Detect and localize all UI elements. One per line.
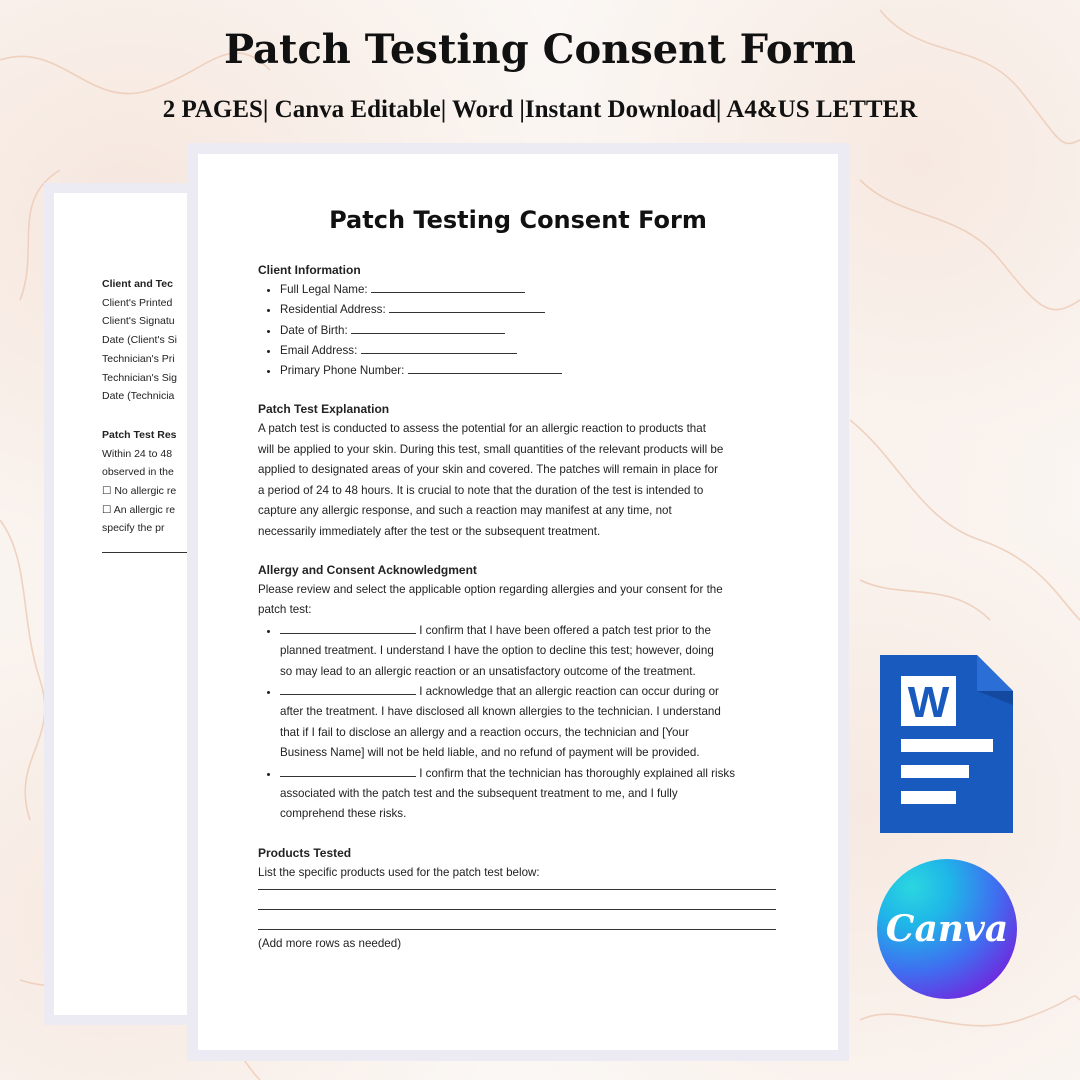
field-full-name bbox=[280, 280, 778, 300]
products-intro: List the specific products used for the patch test below: bbox=[258, 865, 540, 879]
back-line: observed in the bbox=[102, 466, 174, 479]
acknowledgment-item bbox=[280, 682, 778, 764]
acknowledgment-list bbox=[258, 621, 778, 825]
field-label: Primary Phone Number: bbox=[280, 364, 405, 378]
add-rows-note: (Add more rows as needed) bbox=[258, 937, 402, 951]
ack-text: comprehend these risks. bbox=[280, 807, 407, 821]
initial-blank bbox=[280, 766, 416, 777]
front-page-preview bbox=[187, 143, 849, 1061]
back-line: Date (Client's Si bbox=[102, 334, 177, 347]
blank-line bbox=[351, 323, 505, 334]
back-line: Client's Signatu bbox=[102, 315, 175, 328]
back-line: Client's Printed bbox=[102, 296, 173, 309]
canva-logo-text: Canva bbox=[885, 908, 1009, 950]
field-label: Full Legal Name: bbox=[280, 283, 368, 296]
back-line: ☐ No allergic re bbox=[102, 485, 177, 498]
explanation-line: capture any allergic response, and such a reaction may manifest at any time, not bbox=[258, 504, 672, 518]
blank-line bbox=[408, 363, 562, 374]
field-label: Residential Address: bbox=[280, 303, 386, 317]
explanation-line: will be applied to your skin. During this test, small quantities of the relevant products will be bbox=[258, 442, 724, 456]
initial-blank bbox=[280, 684, 416, 695]
explanation-heading: Patch Test Explanation bbox=[258, 402, 390, 417]
blank-line bbox=[371, 282, 525, 293]
ack-text: I confirm that the technician has thoroughly explained all risks bbox=[416, 766, 735, 780]
form-content bbox=[258, 260, 778, 954]
back-line: Date (Technicia bbox=[102, 390, 175, 403]
acknowledgment-item bbox=[280, 621, 778, 682]
product-row-line bbox=[258, 883, 776, 890]
banner-title: Patch Testing Consent Form bbox=[224, 26, 856, 73]
back-section2-heading: Patch Test Res bbox=[102, 428, 177, 441]
explanation-line: A patch test is conducted to assess the potential for an allergic reaction to products that bbox=[258, 422, 706, 436]
allergy-intro-line: patch test: bbox=[258, 603, 312, 617]
field-dob bbox=[280, 321, 778, 341]
back-section1-heading: Client and Tec bbox=[102, 278, 173, 290]
field-phone bbox=[280, 361, 778, 381]
word-icon bbox=[880, 655, 1013, 833]
products-heading: Products Tested bbox=[258, 845, 352, 860]
explanation-line: a period of 24 to 48 hours. It is crucial to note that the duration of the test is intended to bbox=[258, 483, 704, 497]
allergy-intro-line: Please review and select the applicable option regarding allergies and your consent for the bbox=[258, 582, 723, 596]
client-info-heading: Client Information bbox=[258, 263, 361, 277]
blank-line bbox=[361, 343, 517, 354]
ack-text: so may lead to an allergic reaction or an unsatisfactory outcome of the treatment. bbox=[280, 664, 696, 678]
blank-line bbox=[389, 302, 545, 313]
ack-text: I confirm that I have been offered a patch test prior to the bbox=[416, 623, 711, 637]
canva-icon bbox=[877, 859, 1017, 999]
product-row-line bbox=[258, 910, 776, 930]
ack-text: Business Name] will not be held liable, and no refund of payment will be provided. bbox=[280, 746, 700, 760]
back-line: ☐ An allergic re bbox=[102, 503, 176, 516]
ack-text: after the treatment. I have disclosed all known allergies to the technician. I understand bbox=[280, 705, 721, 719]
word-letter: W bbox=[907, 678, 950, 727]
field-label: Email Address: bbox=[280, 343, 358, 357]
field-address bbox=[280, 300, 778, 320]
ack-text: that if I fail to disclose an allergy and a reaction occurs, the technician and [Your bbox=[280, 725, 689, 739]
initial-blank bbox=[280, 623, 416, 634]
ack-text: planned treatment. I understand I have the option to decline this test; however, doing bbox=[280, 644, 714, 658]
back-line: Within 24 to 48 bbox=[102, 447, 173, 460]
banner-subtitle: 2 PAGES| Canva Editable| Word |Instant Download| A4&US LETTER bbox=[162, 96, 918, 123]
allergy-heading: Allergy and Consent Acknowledgment bbox=[258, 562, 477, 577]
field-label: Date of Birth: bbox=[280, 323, 348, 337]
back-line: Technician's Sig bbox=[102, 371, 177, 384]
back-line: Technician's Pri bbox=[102, 352, 175, 365]
acknowledgment-item bbox=[280, 764, 778, 825]
back-signature-line bbox=[102, 538, 192, 553]
product-row-line bbox=[258, 890, 776, 910]
client-info-list bbox=[258, 280, 778, 381]
explanation-line: necessarily immediately after the test or the subsequent treatment. bbox=[258, 524, 601, 538]
ack-text: associated with the patch test and the subsequent treatment to me, and I fully bbox=[280, 786, 678, 800]
ack-text: I acknowledge that an allergic reaction can occur during or bbox=[416, 684, 719, 698]
field-email bbox=[280, 341, 778, 361]
back-line: specify the pr bbox=[102, 522, 165, 535]
explanation-line: applied to designated areas of your skin and covered. The patches will remain in place for bbox=[258, 463, 718, 477]
form-title: Patch Testing Consent Form bbox=[329, 206, 707, 234]
